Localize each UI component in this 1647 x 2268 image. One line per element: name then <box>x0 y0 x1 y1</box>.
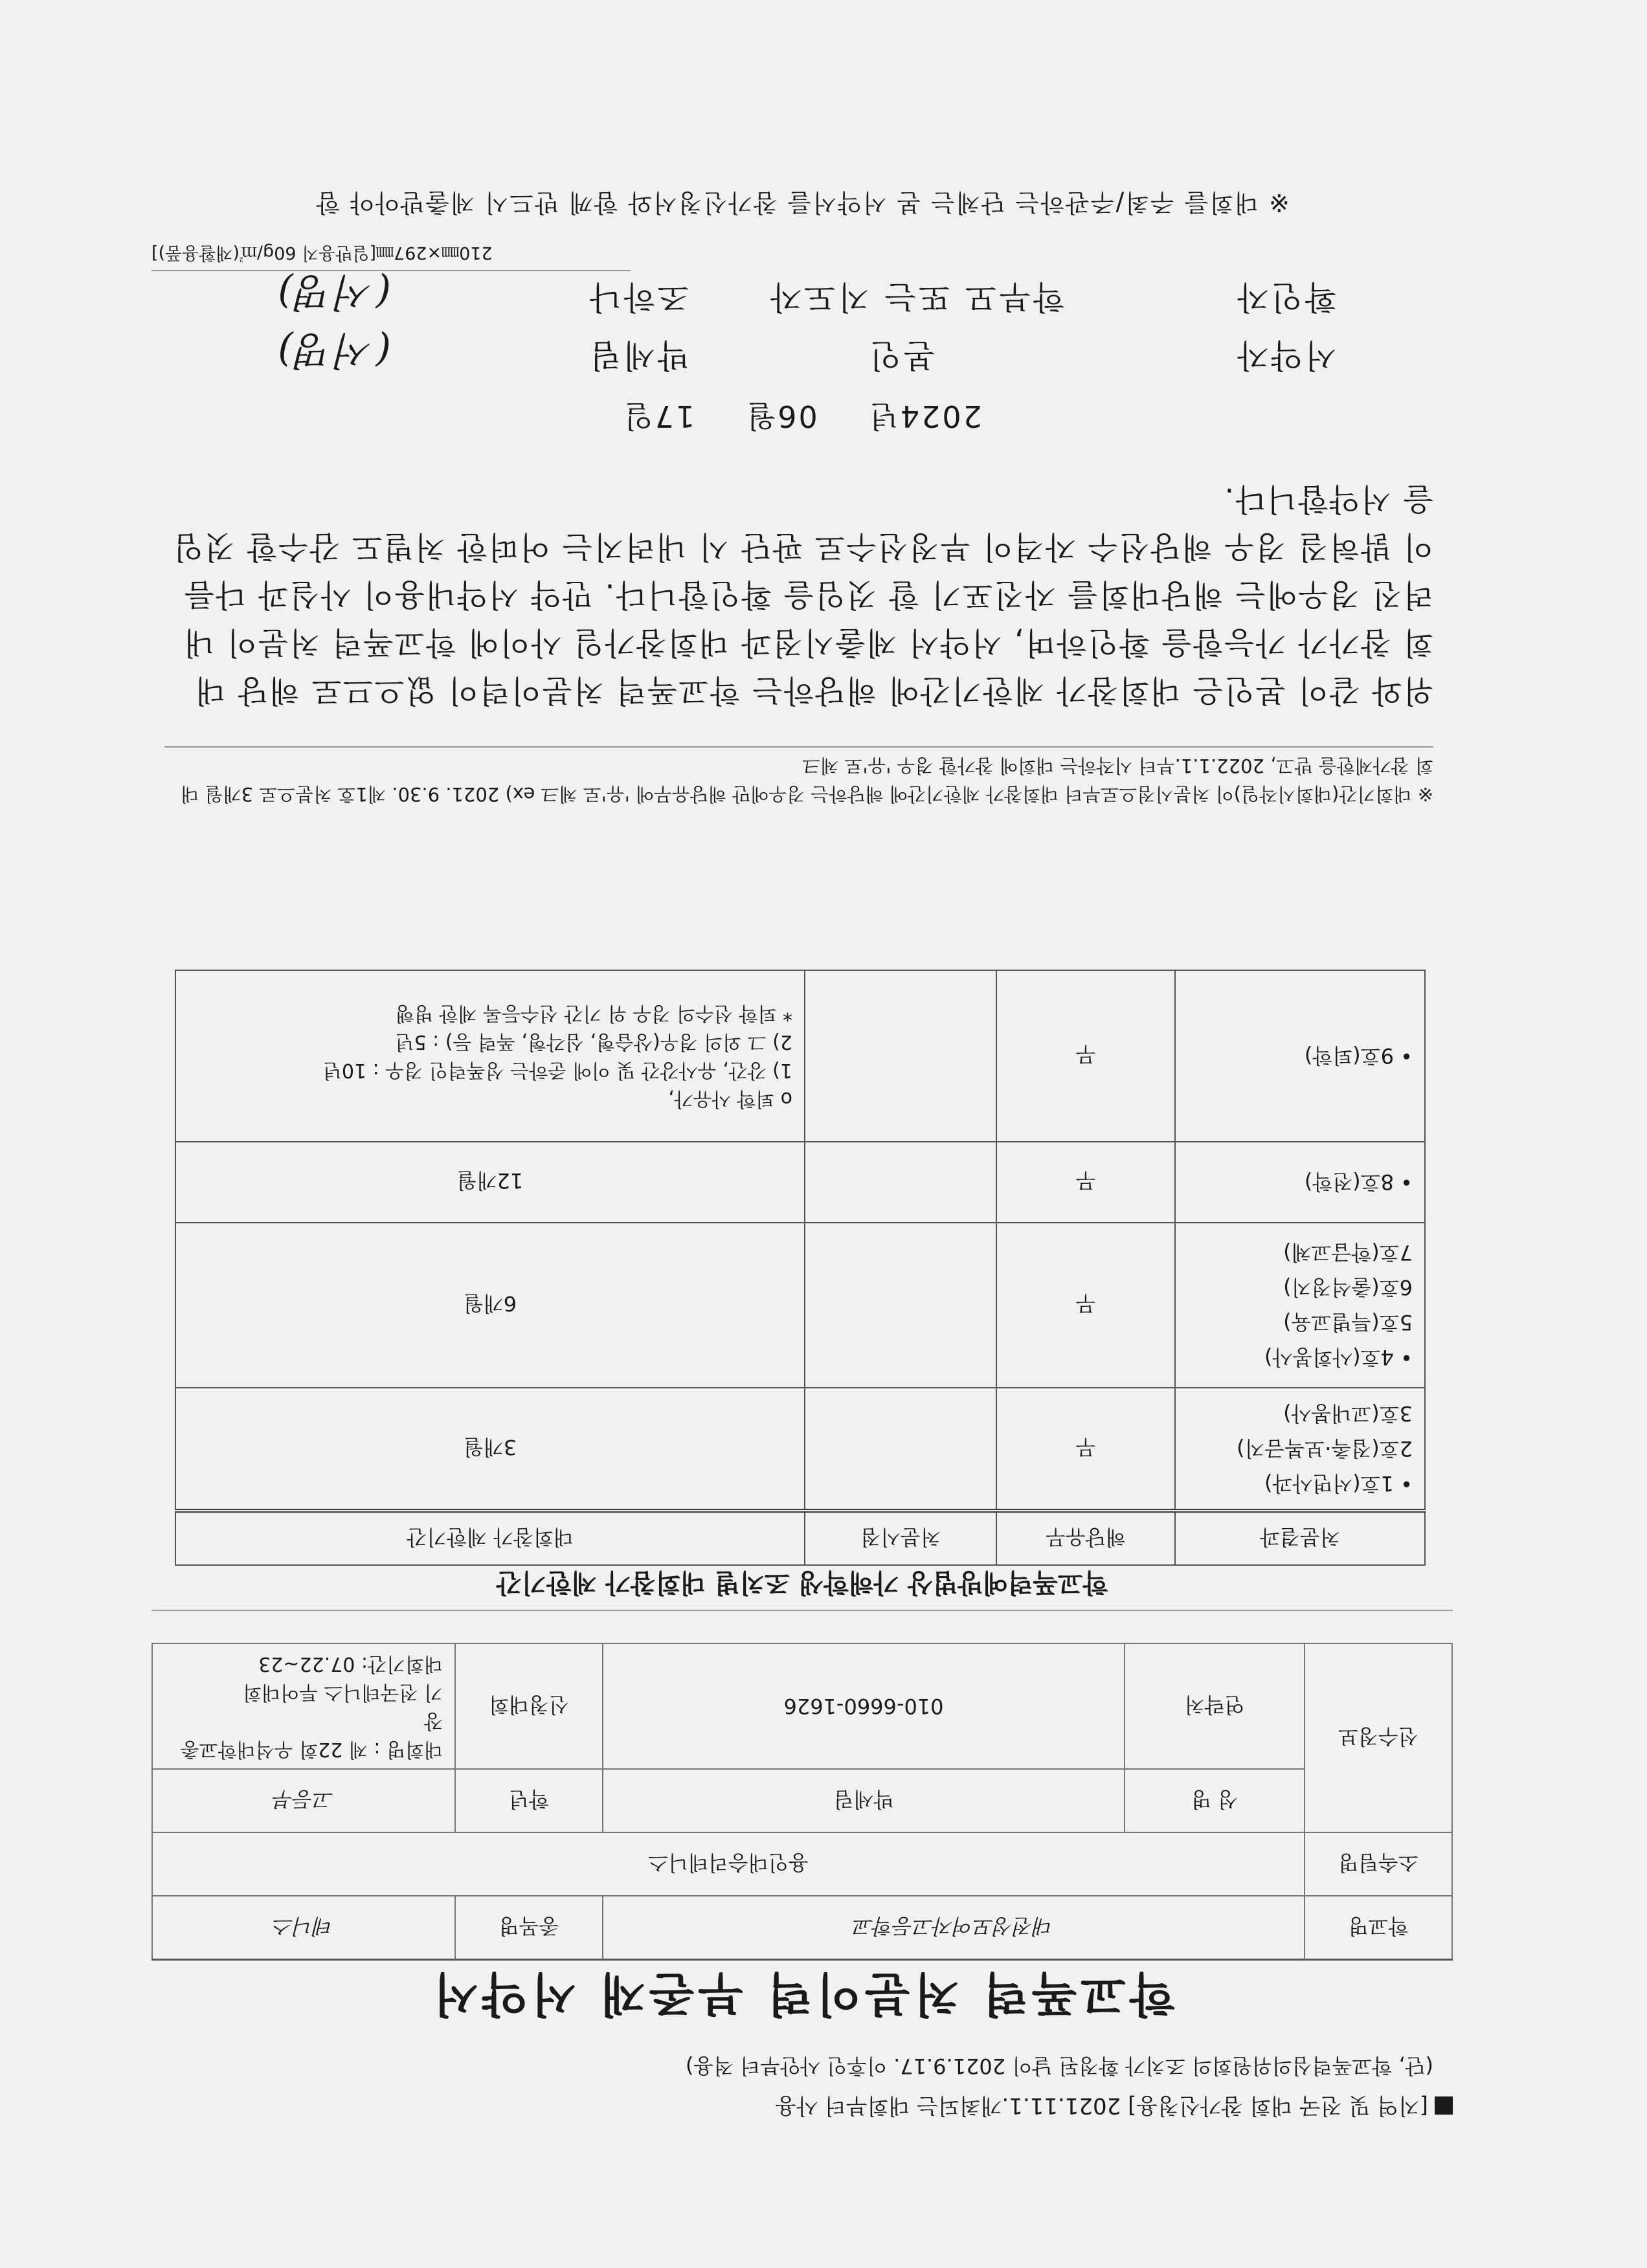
restriction-period-table <box>175 970 1426 1566</box>
result-item: 7호(학급교체) <box>1283 1240 1413 1265</box>
player-info-table <box>151 1643 1453 1961</box>
pledger-role: 본인 <box>867 337 935 374</box>
document-title: 학교폭력 처분이력 부존재 서약서 <box>429 1967 1175 2021</box>
header-note: (단, 학교폭력심의위원회의 조치가 확정된 날이 2021.9.17. 이후인 사안부터 적용) <box>685 2054 1433 2078</box>
confirmer-label: 확인자 <box>1235 278 1336 316</box>
apply-name: 대회명 : 제 22회 우석대학교총장 <box>180 1709 443 1761</box>
event-label: 종목명 <box>455 1896 603 1960</box>
school-value: 대전성모여자고등학교 <box>603 1896 1305 1960</box>
confirmer-role: 학부모 또는 지도자 <box>767 278 1064 316</box>
confirmer-signature: (서명) <box>275 269 391 315</box>
result-item: 3호(교내봉사) <box>1283 1401 1413 1426</box>
date-day: 17일 <box>622 399 695 434</box>
date-cell <box>805 1388 996 1511</box>
header-usage-text: [지역 및 전국 대회 참가신청용] 2021.11.1.개최되는 대회부터 사용 <box>775 2093 1428 2118</box>
square-bullet-icon <box>1435 2096 1453 2115</box>
col-date: 처분시점 <box>805 1511 996 1565</box>
table-row <box>175 1388 1425 1511</box>
apply-period: 대회기간: 07.22~23 <box>258 1652 443 1675</box>
date-cell <box>805 1223 996 1388</box>
school-label: 학교명 <box>1305 1896 1452 1960</box>
contact-value: 010-6660-1626 <box>603 1643 1125 1769</box>
result-cell <box>1175 1142 1425 1223</box>
name-label: 성 명 <box>1125 1769 1305 1832</box>
result-cell <box>1175 970 1425 1142</box>
date-month: 06월 <box>745 399 818 434</box>
result-item: 6호(출석정지) <box>1283 1275 1413 1300</box>
grade-value: 고등부 <box>152 1769 455 1832</box>
signing-date <box>151 397 1453 439</box>
date-cell <box>805 970 996 1142</box>
period-section-title: 학교폭력예방법상 가해학생 조치별 대회참가 제한기간 <box>151 1566 1453 1611</box>
result-item: • 4호(사회봉사) <box>1264 1345 1413 1370</box>
confirmer-name: 조하나 <box>587 278 689 316</box>
col-result: 처분결과 <box>1175 1511 1425 1565</box>
team-label: 소속팀명 <box>1305 1832 1452 1896</box>
limit-line: 2) 그 외의 경우(상습형, 심각형, 폭력 등) : 5년 <box>395 1030 792 1054</box>
restriction-notice: ※ 대회기간(대회시작일)이 처분시점으로부터 대회참가 제한기간에 해당하는 경우에만 해당유무에 '유'로 체크 ex) 2021. 9.30. 제1호 처분으로 3개월 대회 참가제한을 받고, 2022.1.1.부터 시작하는 대회에 참가할 경우 '유'로 체크 <box>164 746 1433 808</box>
limit-cell: 6개월 <box>175 1223 805 1388</box>
apply-label: 신청대회 <box>455 1643 603 1769</box>
name-value: 박세림 <box>603 1769 1125 1832</box>
limit-line: * 퇴학 선수의 경우 위 기간 선수등록 제한 병행 <box>396 1002 792 1025</box>
apply-value <box>152 1643 455 1769</box>
footnote: ※ 대회를 주최/주관하는 단체는 본 서약서를 참가신청서와 함께 반드시 제출받아야 함 <box>315 188 1290 217</box>
limit-line: 1) 강간, 유사강간 및 이에 준하는 성폭력인 경우 : 10년 <box>322 1059 792 1082</box>
limit-line: o 퇴학 사유가, <box>668 1087 792 1111</box>
date-cell <box>805 1142 996 1223</box>
result-item: • 1호(서면사과) <box>1264 1471 1413 1496</box>
result-item: • 9호(퇴학) <box>1304 1043 1413 1069</box>
pledger-name: 박세림 <box>587 337 689 374</box>
pledge-statement: 위와 같이 본인은 대회참가 제한기간에 해당하는 학교폭력 처분이력이 없으므로 해당 대회 참가가 가능함을 확인하며, 서약서 제출시점과 대회참가일 사이에 학교폭력 처분이 내려진 경우에는 해당대회를 자진포기 할 것임을 확인합니다. 만약 서약내용이 사실과 다름이 밝혀질 경우 해당선수 자격이 부정선수로 판단 시 내려지는 어떠한 처벌도 감수할 것임을 서약합니다. <box>172 481 1433 709</box>
paper-size-note: 210㎜×297㎜[일반용지 60g/㎡(재활용품)] <box>151 242 631 271</box>
table-row <box>175 970 1425 1142</box>
date-year: 2024년 <box>868 399 982 434</box>
applies-cell: 무 <box>996 970 1175 1142</box>
player-info-label: 선수정보 <box>1305 1643 1452 1832</box>
limit-cell: 3개월 <box>175 1388 805 1511</box>
team-value: 용인대승리테니스 <box>152 1832 1305 1896</box>
applies-cell: 무 <box>996 1223 1175 1388</box>
applies-cell: 무 <box>996 1142 1175 1223</box>
result-item: 2호(접촉·보복금지) <box>1237 1436 1413 1461</box>
header-usage <box>151 2089 1453 2122</box>
table-row <box>175 1142 1425 1223</box>
pledger-sign-row <box>151 329 1336 381</box>
apply-name-cont: 기 전국테니스 투어대회 <box>243 1681 443 1704</box>
result-cell <box>1175 1388 1425 1511</box>
applies-cell: 무 <box>996 1388 1175 1511</box>
grade-label: 학년 <box>455 1769 603 1832</box>
result-item: 5호(특별교육) <box>1283 1310 1413 1335</box>
pledger-signature: (서명) <box>275 328 391 373</box>
contact-label: 연락처 <box>1125 1643 1305 1769</box>
pledge-sheet <box>151 148 1453 2122</box>
limit-cell <box>175 970 805 1142</box>
pledger-label: 서약자 <box>1235 337 1336 374</box>
event-value: 테니스 <box>152 1896 455 1960</box>
result-cell <box>1175 1223 1425 1388</box>
table-row <box>175 1223 1425 1388</box>
result-item: • 8호(전학) <box>1304 1170 1413 1195</box>
col-applies: 해당유무 <box>996 1511 1175 1565</box>
limit-cell: 12개월 <box>175 1142 805 1223</box>
confirmer-sign-row <box>151 271 1336 323</box>
col-limit: 대회참가 제한기간 <box>175 1511 805 1565</box>
